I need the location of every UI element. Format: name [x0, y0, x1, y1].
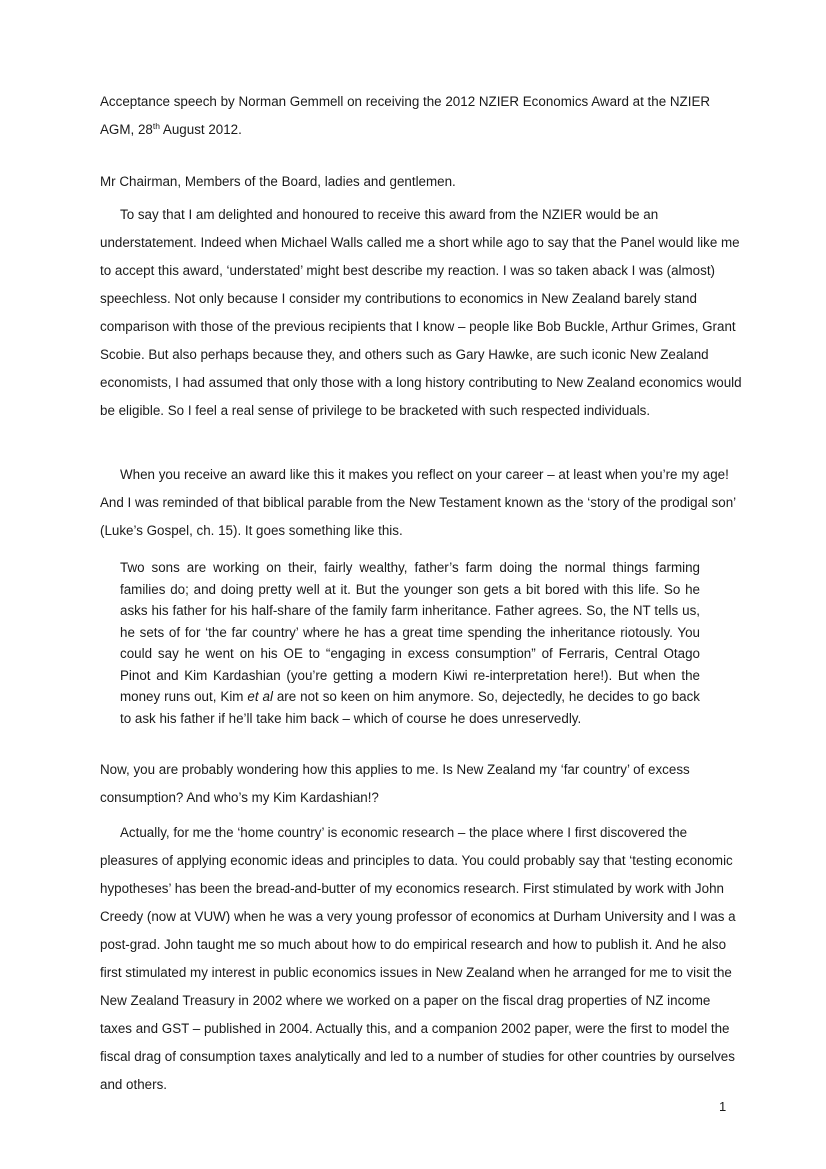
page-number: 1 [719, 1099, 727, 1114]
quote-italic: et al [247, 689, 273, 704]
title-line-1: Acceptance speech by Norman Gemmell on receiving the 2012 NZIER Economics Award at the NZIER [100, 94, 711, 109]
salutation: Mr Chairman, Members of the Board, ladies and gentlemen. [100, 174, 456, 189]
title-line-2-start: AGM, 28 [100, 122, 153, 137]
title-ordinal-suffix: th [152, 121, 160, 131]
paragraph-2: When you receive an award like this it makes you reflect on your career – at least when you’re my age! And I was reminded of that biblical parable from the New Testament known as the ‘story of the prodigal son’ (Luke’s Gospel, ch. 15). It goes something like this. [100, 467, 736, 538]
paragraph-3: Now, you are probably wondering how this applies to me. Is New Zealand my ‘far country’ of excess consumption? And who’s my Kim Kardashian!? [100, 762, 690, 805]
paragraph-4: Actually, for me the ‘home country’ is economic research – the place where I first discovered the pleasures of applying economic ideas and principles to data. You could probably say that ‘testing economic hypotheses’ has been the bread-and-butter of my economics research. First stimulated by work with John Creedy (now at VUW) when he was a very young professor of economics at Durham University and I was a post-grad. John taught me so much about how to do empirical research and how to publish it. And he also first stimulated my interest in public economics issues in New Zealand when he arranged for me to visit the New Zealand Treasury in 2002 where we worked on a paper on the fiscal drag properties of NZ income taxes and GST – published in 2004. Actually this, and a companion 2002 paper, were the first to model the fiscal drag of consumption taxes analytically and led to a number of studies for other countries by ourselves and others. [100, 825, 736, 1092]
quote-part-1: Two sons are working on their, fairly wealthy, father’s farm doing the normal things farming families do; and doing pretty well at it. But the younger son gets a bit bored with this life. So he asks his father for his half-share of the family farm inheritance. Father agrees. So, the NT tells us, he sets of for ‘the far country’ where he has a great time spending the inheritance riotously. You could say he went on his OE to “engaging in excess consumption” of Ferraris, Central Otago Pinot and Kim Kardashian (you’re getting a modern Kiwi re-interpretation here!). But when the money runs out, Kim [120, 560, 700, 704]
paragraph-1: To say that I am delighted and honoured to receive this award from the NZIER would be an understatement. Indeed when Michael Walls called me a short while ago to say that the Panel would like me to accept this award, ‘understated’ might best describe my reaction. I was so taken aback I was (almost) speechless. Not only because I consider my contributions to economics in New Zealand barely stand comparison with those of the previous recipients that I know – people like Bob Buckle, Arthur Grimes, Grant Scobie. But also perhaps because they, and others such as Gary Hawke, are such iconic New Zealand economists, I had assumed that only those with a long history contributing to New Zealand economics would be eligible. So I feel a real sense of privilege to be bracketed with such respected individuals. [100, 207, 742, 418]
parable-quote [120, 557, 700, 729]
speech-title [100, 88, 740, 144]
title-line-2-end: August 2012. [159, 122, 242, 137]
quote-part-2: are not so keen on him anymore. So, dejectedly, he decides to go back to ask his father if he’ll take him back – which of course he does unreservedly. [120, 689, 700, 726]
